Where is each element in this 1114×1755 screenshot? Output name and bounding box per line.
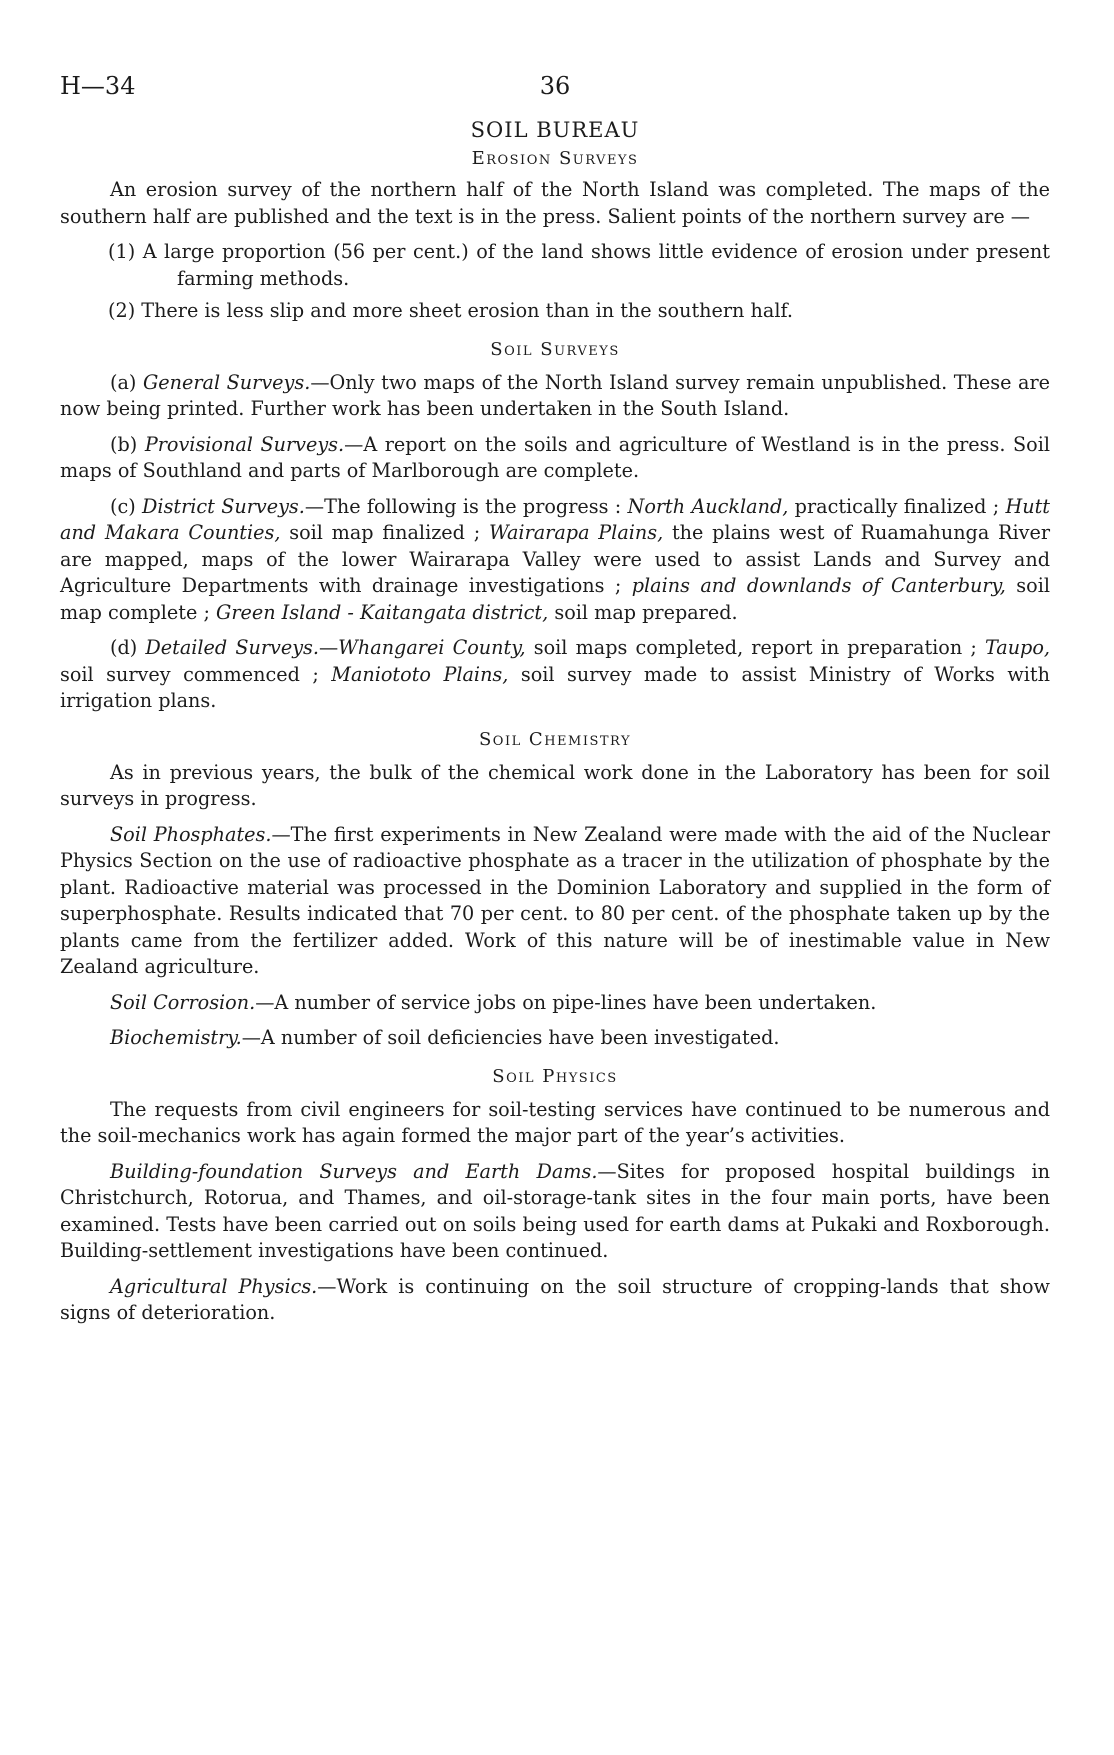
biochemistry-paragraph: Biochemistry.—A number of soil deficiencies have been investigated. [110, 1026, 780, 1049]
section-title: SOIL BUREAU [470, 118, 640, 142]
provisional-surveys-title: Provisional Surveys. [144, 432, 345, 456]
agricultural-physics-paragraph: Agricultural Physics.—Work is continuing on the soil structure of cropping-lands that show signs of deterioration. [60, 1274, 1050, 1324]
soil-phosphates-paragraph: Soil Phosphates.—The first experiments in New Zealand were made with the aid of the Nuclear Physics Section on the use of radioactive phosphate as a tracer in the utilization of phosphate by the plant. Radioactive material was processed in the Dominion Laboratory and supplied in the form of superphosphate. Results indicated that 70 per cent. to 80 per cent. of the phosphate taken up by the plants came from the fertilizer added. Work of this nature will be of inestimable value in New Zealand agriculture. [60, 822, 1050, 978]
soil-phosphates-title: Soil Phosphates. [110, 822, 272, 846]
document-page [60, 70, 1050, 1336]
general-surveys-title: General Surveys. [142, 370, 311, 394]
report-reference: H—34 [60, 72, 136, 100]
detailed-surveys-paragraph: (d) Detailed Surveys.—Whangarei County, soil maps completed, report in preparation ; Taupo, soil survey commenced ; Maniototo Plains, soil survey made to assist Ministry of Works with irrigation plans. [60, 636, 1050, 712]
page-number: 36 [539, 72, 571, 100]
general-surveys-paragraph: (a) General Surveys.—Only two maps of the North Island survey remain unpublished. These are now being printed. Further work has been undertaken in the South Island. [60, 370, 1050, 420]
soil-corrosion-paragraph: Soil Corrosion.—A number of service jobs on pipe-lines have been undertaken. [110, 990, 877, 1014]
building-foundation-title: Building-foundation Surveys and Earth Dams. [110, 1159, 598, 1183]
soil-corrosion-title: Soil Corrosion. [110, 990, 256, 1014]
provisional-surveys-paragraph: (b) Provisional Surveys.—A report on the soils and agriculture of Westland is in the press. Soil maps of Southland and parts of Marlborough are complete. [60, 432, 1050, 482]
district-surveys-title: District Surveys. [142, 494, 305, 518]
detailed-surveys-title: Detailed Surveys. [145, 636, 319, 659]
agricultural-physics-title: Agricultural Physics. [110, 1274, 318, 1298]
erosion-point-2: (2) There is less slip and more sheet erosion than in the southern half. [108, 299, 793, 322]
erosion-point-1: (1) A large proportion (56 per cent.) of the land shows little evidence of erosion under present farming methods. [108, 240, 1050, 290]
biochemistry-title: Biochemistry. [110, 1026, 242, 1049]
page-header [60, 70, 1050, 110]
soil-physics-heading: Soil Physics [492, 1065, 618, 1087]
district-surveys-paragraph: (c) District Surveys.—The following is the progress : North Auckland, practically finalized ; Hutt and Makara Counties, soil map finalized ; Wairarapa Plains, the plains west of Ruamahunga River are mapped, maps of the lower Wairarapa Valley were used to assist Lands and Survey and Agriculture Departments with drainage investigations ; plains and downlands of Canterbury, soil map complete ; Green Island - Kaitangata district, soil map prepared. [60, 494, 1051, 624]
physics-intro-paragraph: The requests from civil engineers for soil-testing services have continued to be numerous and the soil-mechanics work has again formed the major part of the year’s activities. [60, 1097, 1050, 1147]
erosion-intro-paragraph: An erosion survey of the northern half of the North Island was completed. The maps of the southern half are published and the text is in the press. Salient points of the northern survey are — [60, 178, 1050, 228]
building-foundation-paragraph: Building-foundation Surveys and Earth Dams.—Sites for proposed hospital buildings in Christchurch, Rotorua, and Thames, and oil-storage-tank sites in the four main ports, have been examined. Tests have been carried out on soils being used for earth dams at Pukaki and Roxborough. Building-settlement investigations have been continued. [60, 1159, 1050, 1262]
soil-surveys-heading: Soil Surveys [490, 338, 620, 360]
erosion-surveys-heading: Erosion Surveys [471, 148, 639, 169]
soil-chemistry-heading: Soil Chemistry [478, 728, 632, 750]
chemistry-intro-paragraph: As in previous years, the bulk of the chemical work done in the Laboratory has been for soil surveys in progress. [60, 760, 1050, 810]
